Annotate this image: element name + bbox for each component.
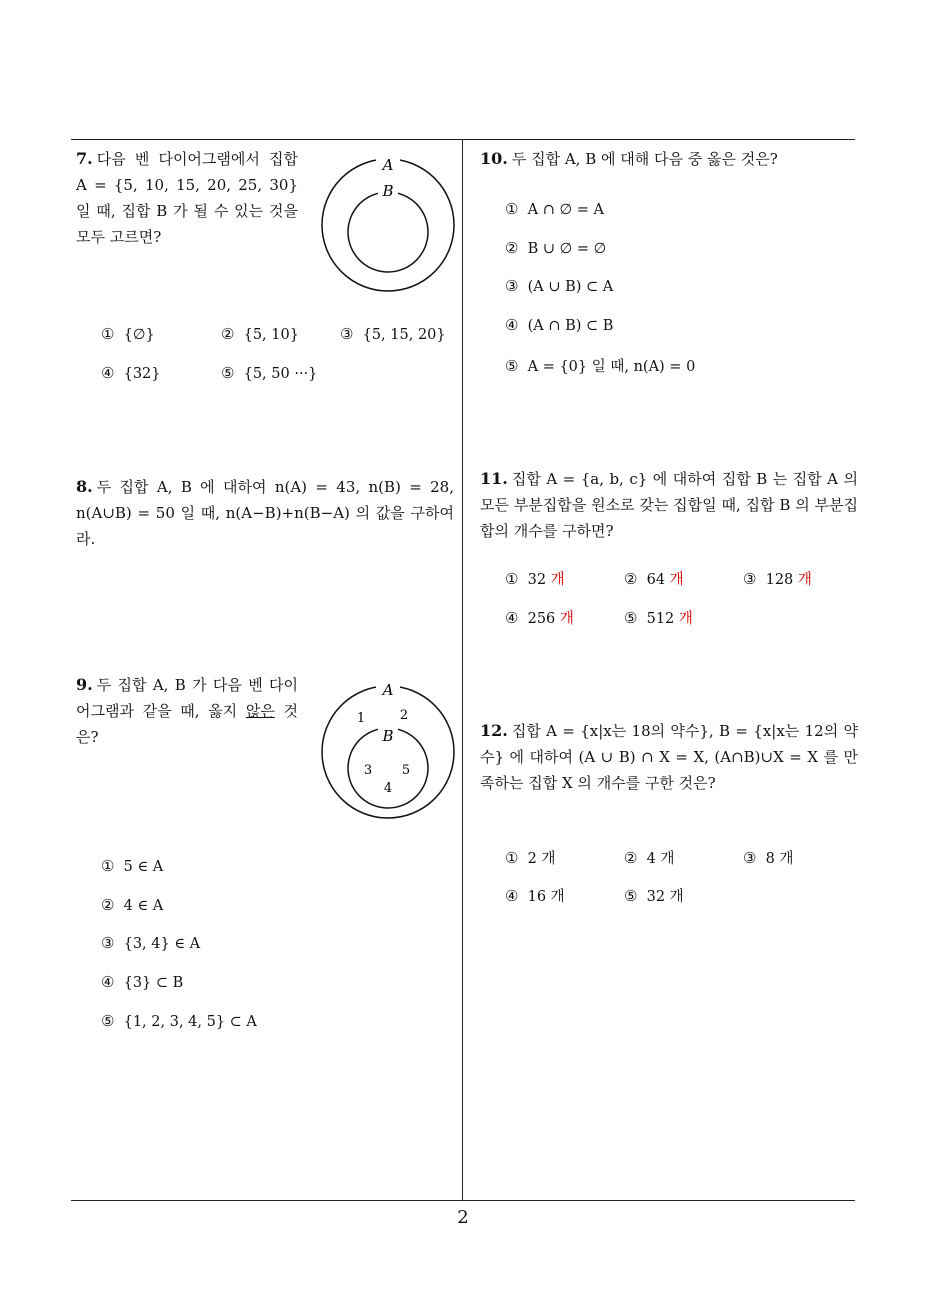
- question-12-option-2[interactable]: ② 4 개: [624, 849, 675, 867]
- venn-set-a-circle: [322, 159, 454, 291]
- venn-set-b-label: B: [382, 727, 394, 745]
- question-12-option-5[interactable]: ⑤ 32 개: [624, 887, 684, 905]
- question-11-number: 11.: [480, 469, 508, 488]
- question-10-number: 10.: [480, 149, 508, 168]
- venn-set-a-circle: [322, 686, 454, 818]
- question-9: [76, 672, 298, 750]
- question-9-venn-diagram: [318, 682, 458, 822]
- question-10-option-1[interactable]: ① A ∩ ∅ = A: [505, 200, 604, 218]
- question-7-option-4[interactable]: ④ {32}: [101, 364, 161, 382]
- question-9-number: 9.: [76, 675, 93, 694]
- venn-element-4: 4: [383, 781, 393, 796]
- question-9-option-1[interactable]: ① 5 ∈ A: [101, 857, 164, 875]
- question-10-option-5[interactable]: ⑤ A = {0} 일 때, n(A) = 0: [505, 357, 696, 375]
- question-11-text: 집합 A = {a, b, c} 에 대하여 집합 B 는 집합 A 의 모든 부분집합을 원소로 갖는 집합일 때, 집합 B 의 부분집합의 개수를 구하면?: [480, 470, 858, 540]
- question-7-venn-diagram: [318, 155, 458, 295]
- question-7-option-3[interactable]: ③ {5, 15, 20}: [340, 325, 446, 343]
- question-10: [480, 146, 856, 172]
- question-8-number: 8.: [76, 477, 93, 496]
- question-12-option-3[interactable]: ③ 8 개: [743, 849, 794, 867]
- top-rule: [71, 139, 855, 140]
- page-number: 2: [457, 1207, 469, 1228]
- venn-set-a-label: A: [382, 682, 394, 699]
- question-11-option-1[interactable]: ① 32 개: [505, 570, 565, 588]
- question-12-text: 집합 A = {x|x는 18의 약수}, B = {x|x는 12의 약수} 에 대하여 (A ∪ B) ∩ X = X, (A∩B)∪X = X 를 만족하는 집합 X 의 개수를 구한 것은?: [480, 722, 858, 792]
- question-7-number: 7.: [76, 149, 93, 168]
- question-11-option-2[interactable]: ② 64 개: [624, 570, 684, 588]
- question-10-text: 두 집합 A, B 에 대해 다음 중 옳은 것은?: [511, 150, 778, 168]
- question-11: [480, 466, 858, 544]
- question-11-option-5[interactable]: ⑤ 512 개: [624, 609, 693, 627]
- question-7-option-1[interactable]: ① {∅}: [101, 325, 155, 343]
- question-11-option-3[interactable]: ③ 128 개: [743, 570, 812, 588]
- bottom-rule: [71, 1200, 855, 1201]
- question-11-option-4[interactable]: ④ 256 개: [505, 609, 574, 627]
- venn-set-b-circle: [348, 192, 428, 272]
- question-12-option-4[interactable]: ④ 16 개: [505, 887, 565, 905]
- question-8: [76, 474, 454, 552]
- venn-element-2: 2: [399, 708, 409, 723]
- venn-element-1: 1: [356, 711, 366, 726]
- question-12: [480, 718, 858, 796]
- question-9-option-2[interactable]: ② 4 ∈ A: [101, 896, 164, 914]
- question-7: [76, 146, 298, 250]
- question-9-text-underlined: 않은: [245, 702, 275, 720]
- question-7-option-5[interactable]: ⑤ {5, 50 ···}: [221, 364, 318, 382]
- question-10-option-3[interactable]: ③ (A ∪ B) ⊂ A: [505, 277, 614, 295]
- question-9-option-3[interactable]: ③ {3, 4} ∈ A: [101, 934, 201, 952]
- question-9-option-4[interactable]: ④ {3} ⊂ B: [101, 973, 184, 991]
- question-7-text: 다음 벤 다이어그램에서 집합 A = {5, 10, 15, 20, 25, 30} 일 때, 집합 B 가 될 수 있는 것을 모두 고르면?: [76, 150, 298, 246]
- question-9-text-before: 두 집합 A, B 가 다음 벤 다이어그램과 같을 때, 옳지: [76, 676, 298, 720]
- question-9-option-5[interactable]: ⑤ {1, 2, 3, 4, 5} ⊂ A: [101, 1012, 257, 1030]
- question-10-option-4[interactable]: ④ (A ∩ B) ⊂ B: [505, 316, 614, 334]
- question-9-text-after: 것은?: [76, 702, 298, 746]
- question-12-option-1[interactable]: ① 2 개: [505, 849, 556, 867]
- question-10-option-2[interactable]: ② B ∪ ∅ = ∅: [505, 239, 607, 257]
- question-7-option-2[interactable]: ② {5, 10}: [221, 325, 299, 343]
- column-divider: [462, 139, 463, 1201]
- venn-set-a-label: A: [382, 156, 394, 174]
- question-8-text: 두 집합 A, B 에 대하여 n(A) = 43, n(B) = 28, n(A∪B) = 50 일 때, n(A−B)+n(B−A) 의 값을 구하여라.: [76, 478, 454, 548]
- venn-set-b-label: B: [382, 182, 394, 200]
- venn-element-5: 5: [401, 763, 411, 778]
- question-12-number: 12.: [480, 721, 508, 740]
- venn-element-3: 3: [363, 763, 373, 778]
